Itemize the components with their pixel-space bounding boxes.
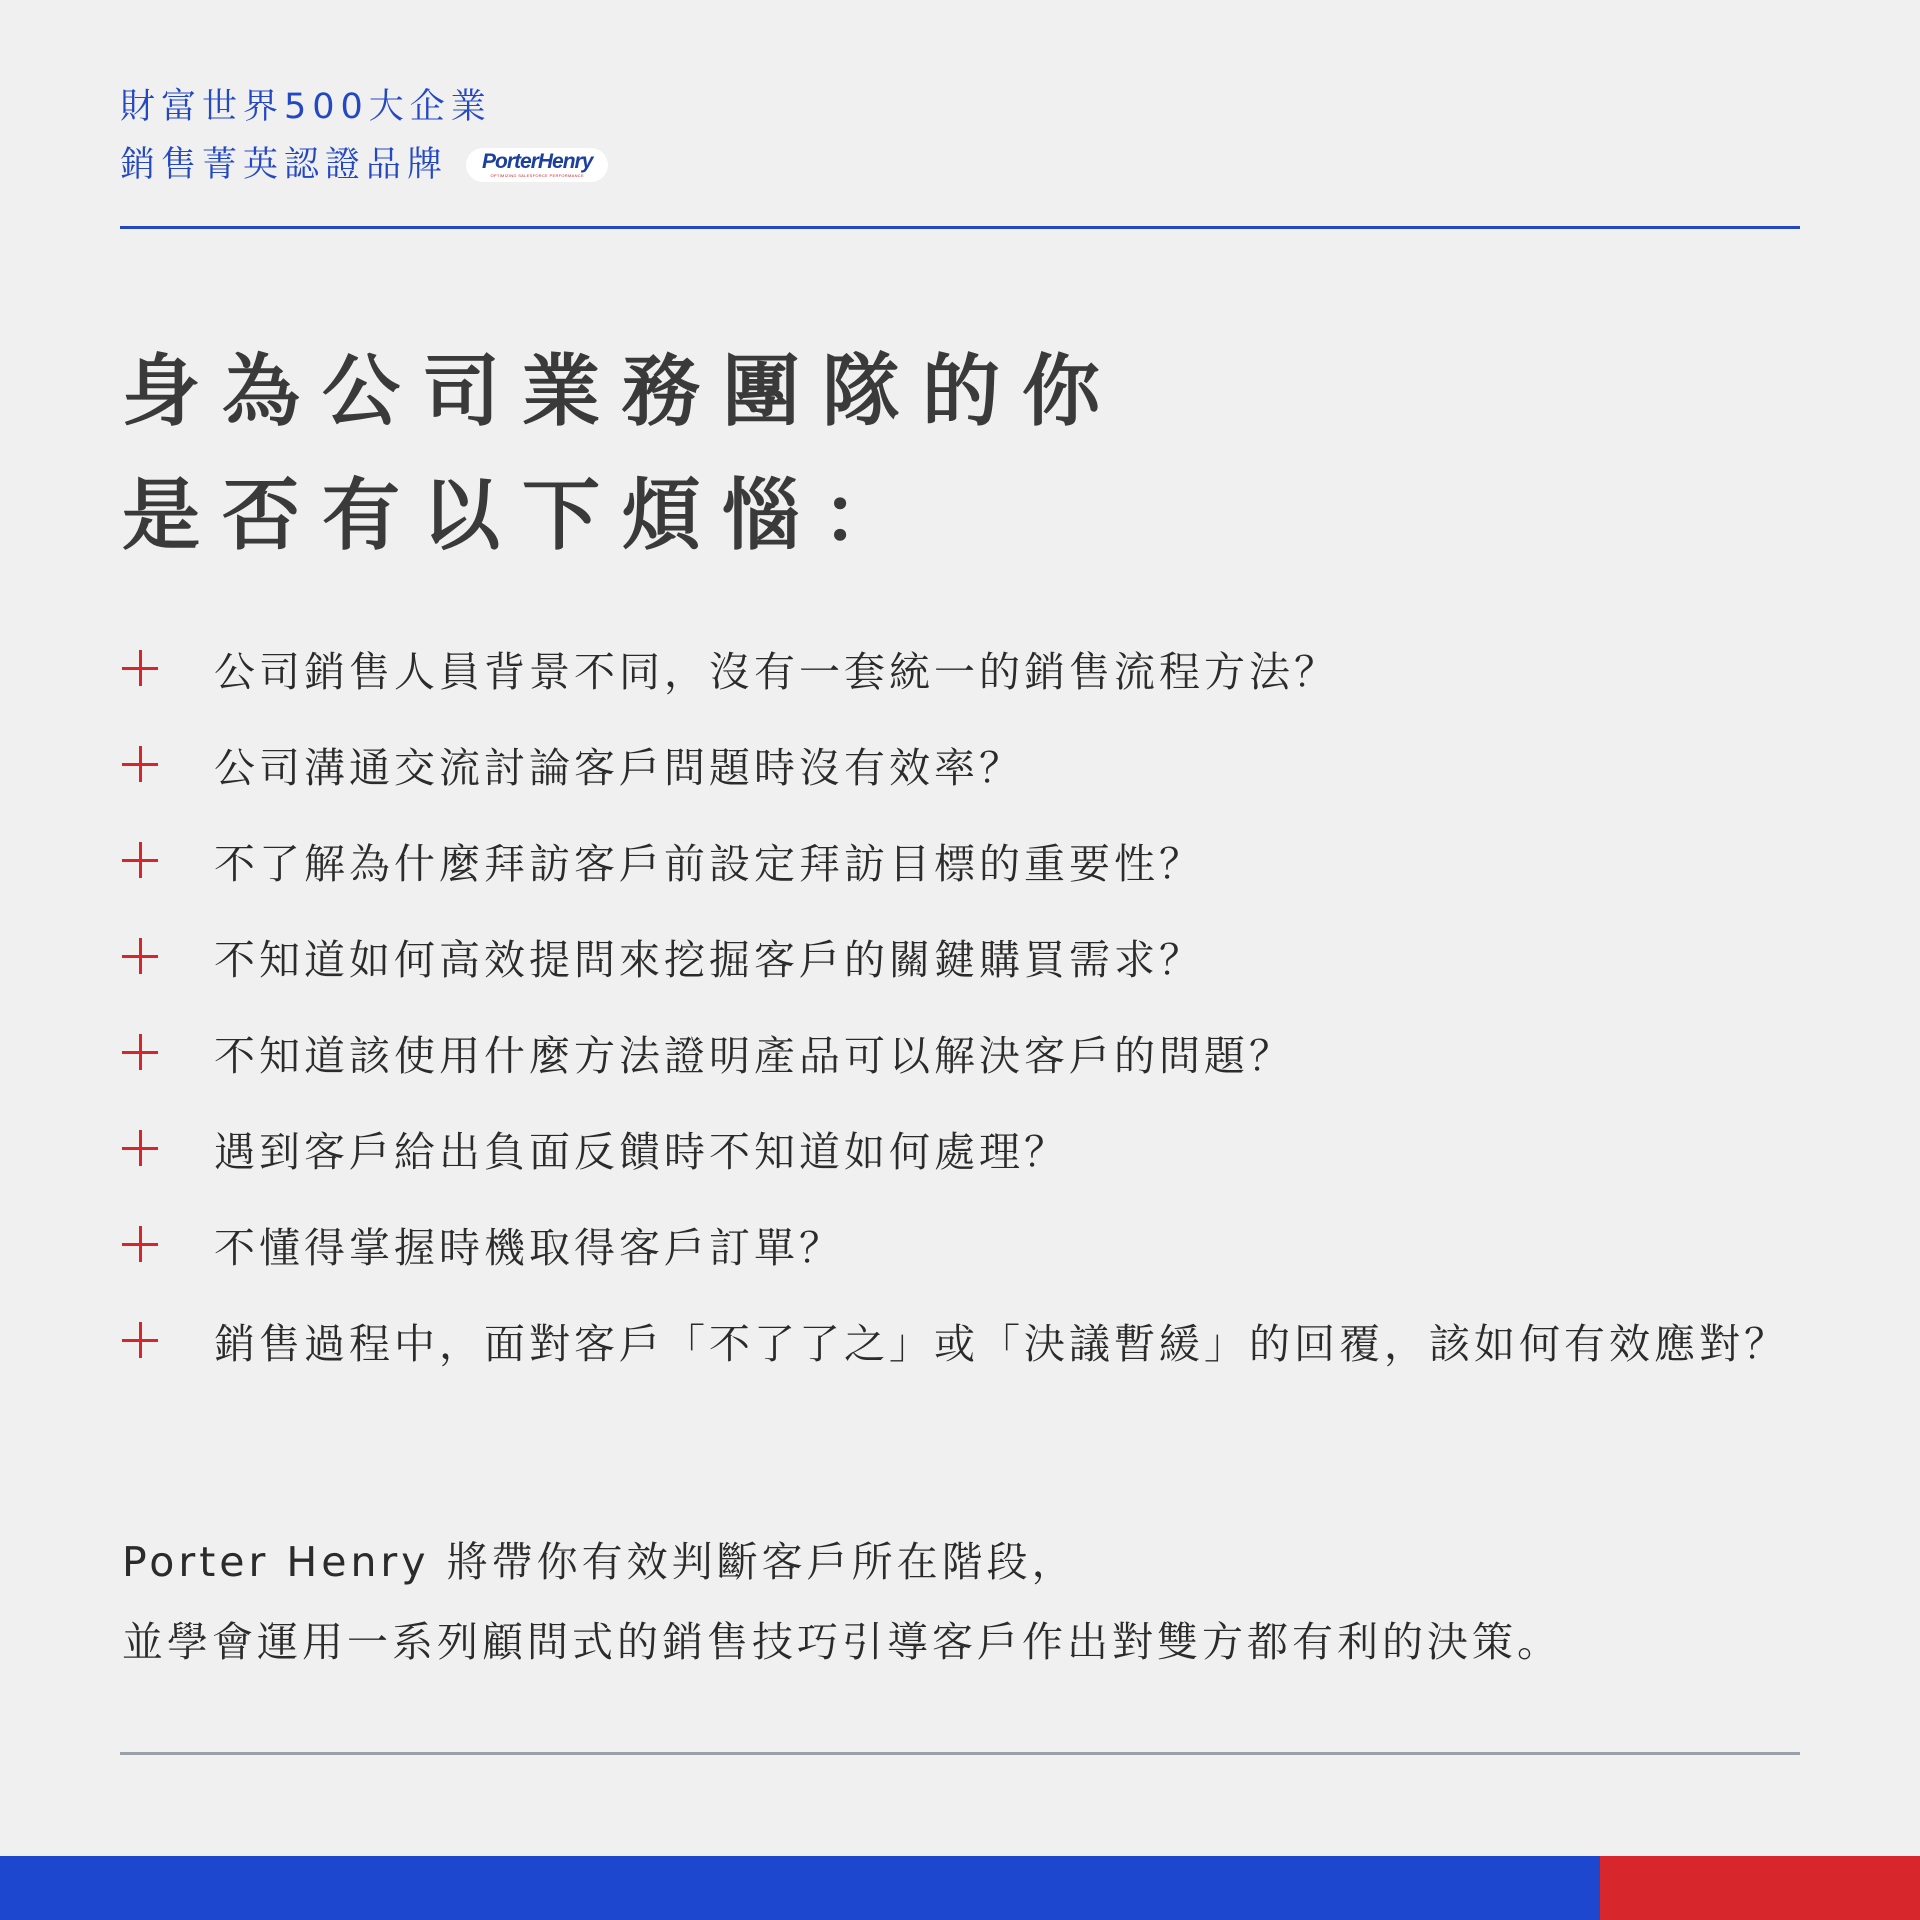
plus-icon	[120, 744, 160, 784]
plus-icon	[120, 936, 160, 976]
pain-point-text: 不知道如何高效提問來挖掘客戶的關鍵購買需求？	[214, 935, 1204, 984]
logo-wordmark: PorterHenry	[482, 150, 593, 173]
plus-icon	[120, 1224, 160, 1264]
header-divider	[120, 226, 1800, 229]
footer-bar-blue	[0, 1856, 1600, 1920]
list-item	[120, 908, 1789, 1004]
closing-line-1: Porter Henry 將帶你有效判斷客戶所在階段，	[122, 1538, 1077, 1586]
list-item	[120, 716, 1789, 812]
page-title	[122, 330, 1122, 578]
pain-point-text: 銷售過程中，面對客戶「不了了之」或「決議暫緩」的回覆，該如何有效應對？	[214, 1319, 1789, 1368]
footer-divider	[120, 1752, 1800, 1755]
list-item	[120, 620, 1789, 716]
plus-icon	[120, 1128, 160, 1168]
closing-statement	[122, 1522, 1562, 1682]
header	[120, 78, 608, 194]
list-item	[120, 1292, 1789, 1388]
closing-line-2: 並學會運用一系列顧問式的銷售技巧引導客戶作出對雙方都有利的決策。	[122, 1618, 1562, 1666]
header-line-2	[120, 136, 608, 194]
pain-point-text: 公司溝通交流討論客戶問題時沒有效率？	[214, 743, 1024, 792]
pain-point-text: 公司銷售人員背景不同，沒有一套統一的銷售流程方法？	[214, 647, 1339, 696]
plus-icon	[120, 1032, 160, 1072]
list-item	[120, 812, 1789, 908]
header-line-1	[120, 78, 608, 136]
list-item	[120, 1100, 1789, 1196]
list-item	[120, 1004, 1789, 1100]
pain-point-text: 遇到客戶給出負面反饋時不知道如何處理？	[214, 1127, 1069, 1176]
porter-henry-logo	[466, 148, 608, 182]
header-tagline-fortune: 財富世界500大企業	[120, 87, 492, 127]
pain-point-text: 不了解為什麼拜訪客戶前設定拜訪目標的重要性？	[214, 839, 1204, 888]
header-tagline-brand: 銷售菁英認證品牌	[120, 145, 449, 185]
page-title-line-1: 身為公司業務團隊的你	[122, 347, 1123, 437]
list-item	[120, 1196, 1789, 1292]
logo-tagline: OPTIMIZING SALESFORCE PERFORMANCE	[490, 173, 584, 178]
footer-bar-red	[1600, 1856, 1920, 1920]
plus-icon	[120, 1320, 160, 1360]
pain-point-list	[120, 620, 1789, 1388]
plus-icon	[120, 648, 160, 688]
plus-icon	[120, 840, 160, 880]
page-title-line-2: 是否有以下煩惱：	[122, 471, 923, 561]
pain-point-text: 不懂得掌握時機取得客戶訂單？	[214, 1223, 844, 1272]
pain-point-text: 不知道該使用什麼方法證明產品可以解決客戶的問題？	[214, 1031, 1294, 1080]
